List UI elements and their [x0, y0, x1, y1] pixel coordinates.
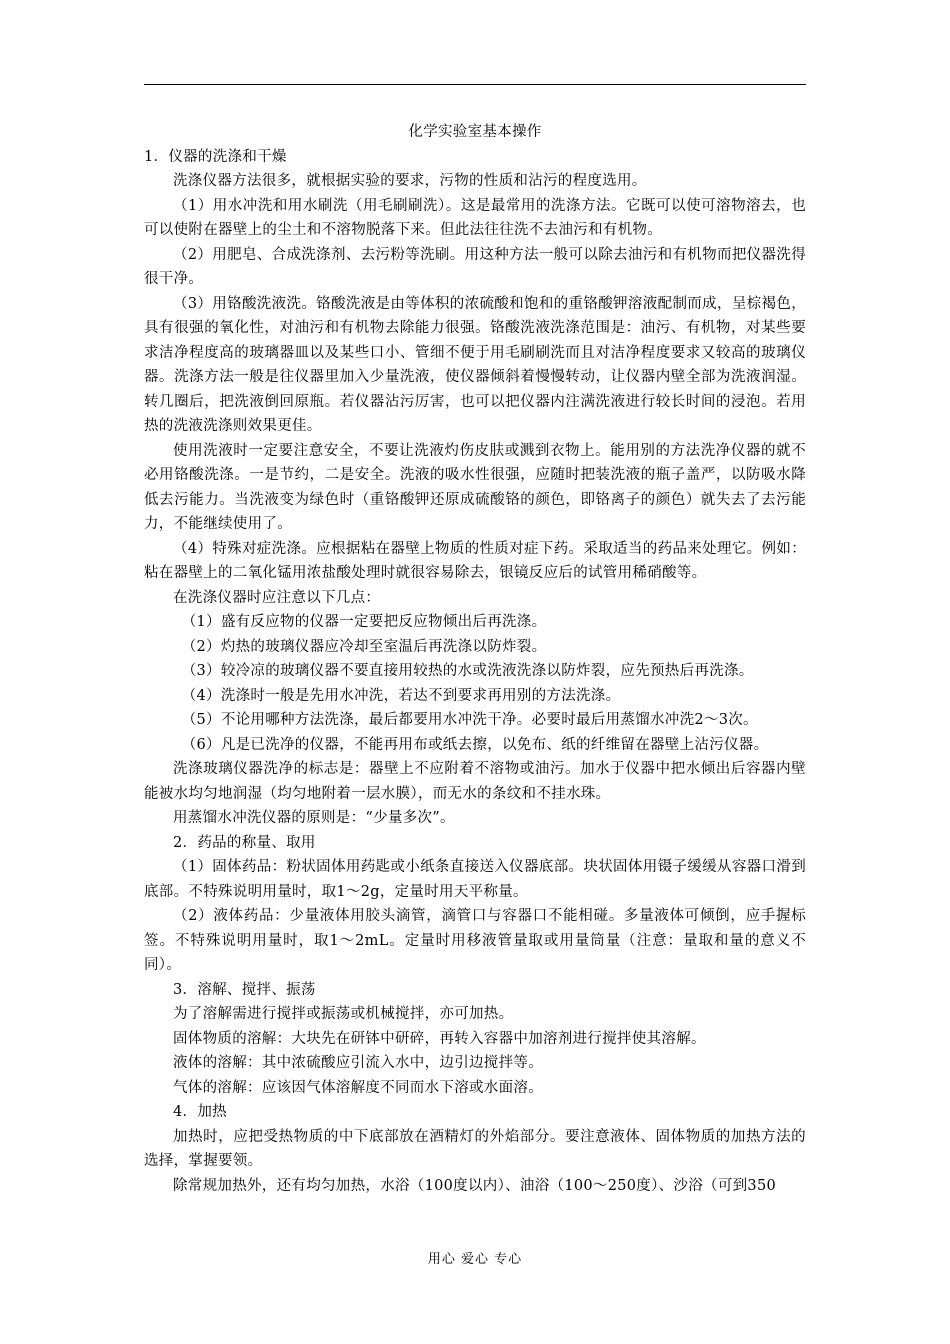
paragraph: （1）用水冲洗和用水刷洗（用毛刷刷洗）。这是最常用的洗涤方法。它既可以使可溶物溶去，也可以使附在器壁上的尘土和不溶物脱落下来。但此法往往洗不去油污和有机物。: [144, 197, 806, 238]
paragraph: 固体物质的溶解：大块先在研钵中研碎，再转入容器中加溶剂进行搅拌使其溶解。: [173, 1030, 706, 1047]
list-item: （6）凡是已洗净的仪器，不能再用布或纸去擦，以免布、纸的纤维留在器壁上沾污仪器。: [181, 736, 769, 753]
page-title: 化学实验室基本操作: [408, 124, 542, 140]
list-item: （3）较冷凉的玻璃仪器不要直接用较热的水或洗液洗涤以防炸裂，应先预热后再洗涤。: [181, 663, 754, 679]
paragraph: 2．药品的称量、取用: [173, 834, 316, 851]
paragraph: 洗涤玻璃仪器洗净的标志是：器壁上不应附着不溶物或油污。加水于仪器中把水倾出后容器内壁能被水均匀地润湿（均匀地附着一层水膜），而无水的条纹和不挂水珠。: [144, 761, 806, 802]
paragraph: 用蒸馏水冲洗仪器的原则是：“少量多次”。: [173, 810, 455, 826]
paragraph: 3．溶解、搅拌、振荡: [173, 981, 316, 998]
paragraph: 加热时，应把受热物质的中下底部放在酒精灯的外焰部分。要注意液体、固体物质的加热方法的选择，掌握要领。: [144, 1128, 806, 1169]
paragraph: 为了溶解需进行搅拌或振荡或机械搅拌，亦可加热。: [173, 1006, 514, 1022]
header-rule: [144, 84, 806, 85]
list-item: （1）盛有反应物的仪器一定要把反应物倾出后再洗涤。: [181, 614, 547, 630]
paragraph: 4．加热: [173, 1104, 227, 1120]
paragraph: 在洗涤仪器时应注意以下几点：: [173, 589, 381, 606]
paragraph: （3）用铬酸洗液洗。铬酸洗液是由等体积的浓硫酸和饱和的重铬酸钾溶液配制而成，呈棕褐色，具有很强的氧化性，对油污和有机物去除能力很强。铬酸洗液洗涤范围是：油污、有机物，对某些要求洁净程度高的玻璃器皿以及某些口小、管细不便于用毛刷刷洗而且对洁净程度要求又较高的玻璃仪器。洗涤方法一般是往仪器里加入少量洗液，使仪器倾斜着慢慢转动，让仪器内壁全部为洗液润湿。转几圈后，把洗液倒回原瓶。若仪器沾污厉害，也可以把仪器内注满洗液进行较长时间的浸泡。若用热的洗液洗涤则效果更佳。: [144, 295, 806, 434]
document-body: [144, 120, 806, 1198]
paragraph: （4）特殊对症洗涤。应根据粘在器壁上物质的性质对症下药。采取适当的药品来处理它。例如：粘在器壁上的二氧化锰用浓盐酸处理时就很容易除去，银镜反应后的试管用稀硝酸等。: [144, 540, 806, 581]
paragraph: （2）用肥皂、合成洗涤剂、去污粉等洗刷。用这种方法一般可以除去油污和有机物而把仪器洗得很干净。: [144, 246, 806, 287]
paragraph: 除常规加热外，还有均匀加热，水浴（100度以内）、油浴（100～250度）、沙浴（可到350: [173, 1177, 777, 1194]
paragraph: 1．仪器的洗涤和干燥: [144, 148, 287, 165]
list-item: （4）洗涤时一般是先用水冲洗，若达不到要求再用别的方法洗涤。: [181, 687, 621, 704]
list-item: （2）灼热的玻璃仪器应冷却至室温后再洗涤以防炸裂。: [181, 638, 547, 655]
paragraph: 洗涤仪器方法很多，就根据实验的要求，污物的性质和沾污的程度选用。: [173, 173, 647, 189]
paragraph: 使用洗液时一定要注意安全，不要让洗液灼伤皮肤或溅到衣物上。能用别的方法洗净仪器的就不必用铬酸洗涤。一是节约，二是安全。洗液的吸水性很强，应随时把装洗液的瓶子盖严，以防吸水降低去污能力。当洗液变为绿色时（重铬酸钾还原成硫酸铬的颜色，即铬离子的颜色）就失去了去污能力，不能继续使用了。: [144, 442, 806, 532]
paragraph: （2）液体药品：少量液体用胶头滴管，滴管口与容器口不能相碰。多量液体可倾倒，应手握标签。不特殊说明用量时，取1～2mL。定量时用移液管量取或用量筒量（注意：量取和量的意义不同）。: [144, 908, 806, 973]
paragraph: 液体的溶解：其中浓硫酸应引流入水中，边引边搅拌等。: [173, 1055, 543, 1071]
paragraph: 气体的溶解：应该因气体溶解度不同而水下溶或水面溶。: [173, 1079, 543, 1096]
paragraph: （1）固体药品：粉状固体用药匙或小纸条直接送入仪器底部。块状固体用镊子缓缓从容器口滑到底部。不特殊说明用量时，取1～2g，定量时用天平称量。: [144, 859, 806, 900]
list-item: （5）不论用哪种方法洗涤，最后都要用水冲洗干净。必要时最后用蒸馏水冲洗2～3次。: [181, 712, 758, 728]
paragraph-list: [144, 145, 806, 1199]
page-footer: 用心 爱心 专心: [427, 1252, 523, 1267]
